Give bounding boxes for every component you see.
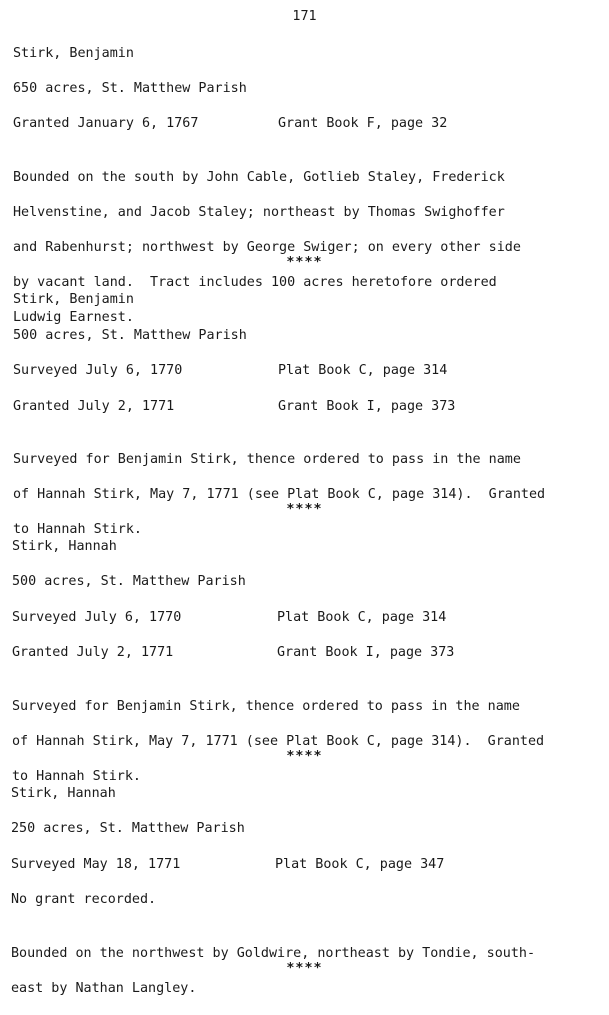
entry-3-row-2-right: Grant Book I, page 373 [277,645,455,660]
entry-2-name: Stirk, Benjamin [13,292,134,307]
entry-3-para-line-1: Surveyed for Benjamin Stirk, thence ordered to pass in the name [12,698,520,714]
entry-1-para-line-2: Helvenstine, and Jacob Staley; northeast by Thomas Swighoffer [13,204,505,220]
entry-3-row-1-right: Plat Book C, page 314 [277,610,447,625]
entry-4-row-1-left: Surveyed May 18, 1771 [11,857,181,872]
entry-2-row-2-right: Grant Book I, page 373 [278,399,456,414]
entry-1-para-line-1: Bounded on the south by John Cable, Gotlieb Staley, Frederick [13,169,505,185]
entry-3-row-1-left: Surveyed July 6, 1770 [12,610,182,625]
entry-3-para-line-3: to Hannah Stirk. [12,768,141,784]
entry-1-row-1-right: Grant Book F, page 32 [278,116,448,131]
entry-4-para-line-2: east by Nathan Langley. [11,980,197,996]
entry-3-row-2-left: Granted July 2, 1771 [12,645,174,660]
entry-4-para-line-1: Bounded on the northwest by Goldwire, northeast by Tondie, south- [11,945,536,961]
separator-4: **** [286,961,323,976]
entry-2-acres: 500 acres, St. Matthew Parish [13,328,247,343]
entry-2-para-line-2: of Hannah Stirk, May 7, 1771 (see Plat Book C, page 314). Granted [13,486,546,502]
entry-2-row-1-right: Plat Book C, page 314 [278,363,448,378]
page-number: 171 [292,9,317,24]
separator-1: **** [286,255,323,270]
entry-3-name: Stirk, Hannah [12,539,117,554]
separator-2: **** [286,502,323,517]
entry-2-para-line-3: to Hannah Stirk. [13,521,142,537]
entry-4-note: No grant recorded. [11,892,157,907]
entry-3-para-line-2: of Hannah Stirk, May 7, 1771 (see Plat Book C, page 314). Granted [12,733,545,749]
entry-4-name: Stirk, Hannah [11,786,116,801]
entry-1-para-line-3: and Rabenhurst; northwest by George Swiger; on every other side [13,239,521,255]
entry-2-row-2-left: Granted July 2, 1771 [13,399,175,414]
entry-1-name: Stirk, Benjamin [13,46,134,61]
entry-1-paragraph [13,151,521,344]
entry-1-para-line-5: Ludwig Earnest. [13,309,134,325]
entry-1-row-1-left: Granted January 6, 1767 [13,116,199,131]
entry-3-acres: 500 acres, St. Matthew Parish [12,574,246,589]
entry-2-row-1-left: Surveyed July 6, 1770 [13,363,183,378]
entry-1-para-line-4: by vacant land. Tract includes 100 acres heretofore ordered [13,274,497,290]
separator-3: **** [286,749,323,764]
entry-1-acres: 650 acres, St. Matthew Parish [13,81,247,96]
entry-2-para-line-1: Surveyed for Benjamin Stirk, thence ordered to pass in the name [13,451,521,467]
entry-4-acres: 250 acres, St. Matthew Parish [11,821,245,836]
entry-4-row-1-right: Plat Book C, page 347 [275,857,445,872]
